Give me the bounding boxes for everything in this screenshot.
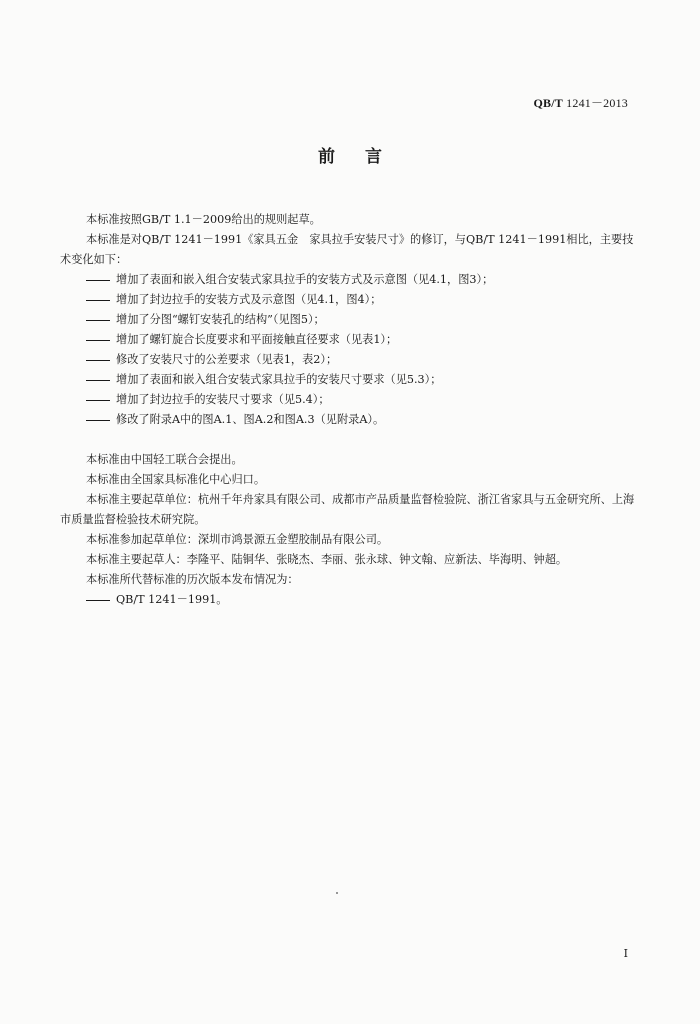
page-number: I bbox=[623, 947, 628, 960]
list-item bbox=[60, 390, 640, 410]
standard-code bbox=[534, 94, 629, 111]
detail-paragraph: 本标准由全国家具标准化中心归口。 bbox=[86, 473, 266, 486]
list-item-text: 增加了封边拉手的安装尺寸要求（见5.4）； bbox=[116, 393, 330, 406]
detail-paragraph: 本标准所代替标准的历次版本发布情况为： bbox=[86, 573, 299, 586]
list-item bbox=[60, 310, 640, 330]
list-item-text: 增加了分图“螺钉安装孔的结构”（见图5）； bbox=[116, 313, 325, 326]
list-item-text: 修改了安装尺寸的公差要求（见表1，表2）； bbox=[116, 353, 338, 366]
list-item-text: 修改了附录A中的图A.1、图A.2和图A.3（见附录A）。 bbox=[116, 413, 385, 426]
detail-paragraph: 本标准主要起草人：李隆平、陆铜华、张晓杰、李丽、张永球、钟文翰、应新法、毕海明、钟超。 bbox=[86, 553, 568, 566]
list-item bbox=[60, 370, 640, 390]
list-item bbox=[60, 590, 640, 610]
list-item bbox=[60, 290, 640, 310]
paragraph-gap bbox=[60, 430, 640, 450]
standard-code-suffix: 1241－2013 bbox=[562, 96, 628, 110]
dash-icon bbox=[86, 320, 110, 321]
dash-icon bbox=[86, 300, 110, 301]
dash-icon bbox=[86, 600, 110, 601]
dash-icon bbox=[86, 380, 110, 381]
list-item-text: QB/T 1241－1991。 bbox=[116, 593, 228, 606]
list-item bbox=[60, 270, 640, 290]
scan-speck bbox=[336, 892, 338, 894]
standard-code-prefix: QB/T bbox=[533, 96, 563, 110]
foreword-body bbox=[60, 210, 640, 610]
dash-icon bbox=[86, 400, 110, 401]
list-item-text: 增加了螺钉旋合长度要求和平面接触直径要求（见表1）； bbox=[116, 333, 398, 346]
dash-icon bbox=[86, 280, 110, 281]
list-item bbox=[60, 410, 640, 430]
list-item-text: 增加了表面和嵌入组合安装式家具拉手的安装尺寸要求（见5.3）； bbox=[116, 373, 442, 386]
list-item bbox=[60, 330, 640, 350]
dash-icon bbox=[86, 420, 110, 421]
list-item-text: 增加了封边拉手的安装方式及示意图（见4.1，图4）； bbox=[116, 293, 382, 306]
page-title: 前言 bbox=[318, 147, 412, 167]
detail-paragraph: 本标准由中国轻工联合会提出。 bbox=[86, 453, 243, 466]
dash-icon bbox=[86, 360, 110, 361]
list-item bbox=[60, 350, 640, 370]
intro-paragraph: 本标准按照GB/T 1.1－2009给出的规则起草。 bbox=[86, 213, 321, 226]
intro-paragraph: 本标准是对QB/T 1241－1991《家具五金 家具拉手安装尺寸》的修订，与QB/T 1241－1991相比，主要技术变化如下： bbox=[60, 233, 634, 266]
list-item-text: 增加了表面和嵌入组合安装式家具拉手的安装方式及示意图（见4.1，图3）； bbox=[116, 273, 494, 286]
dash-icon bbox=[86, 340, 110, 341]
detail-paragraph: 本标准参加起草单位：深圳市鸿景源五金塑胶制品有限公司。 bbox=[86, 533, 389, 546]
detail-paragraph: 本标准主要起草单位：杭州千年舟家具有限公司、成都市产品质量监督检验院、浙江省家具与五金研究所、上海市质量监督检验技术研究院。 bbox=[60, 493, 635, 526]
